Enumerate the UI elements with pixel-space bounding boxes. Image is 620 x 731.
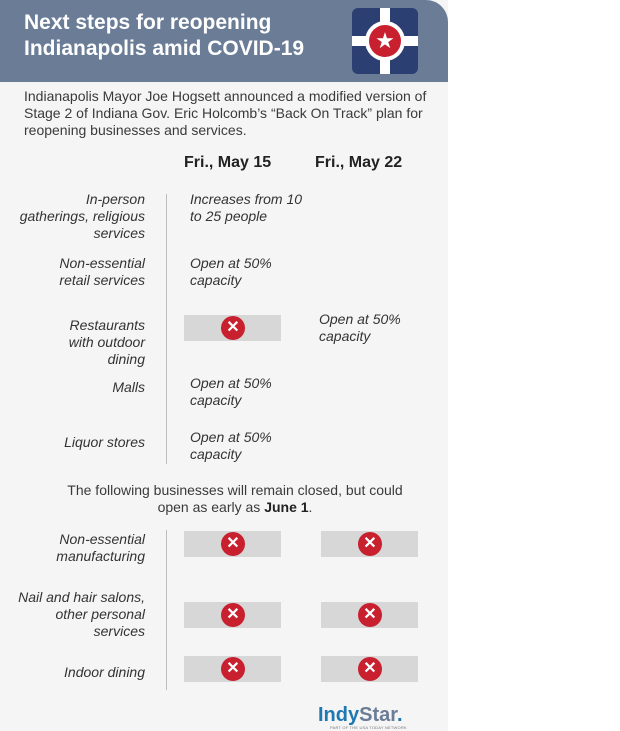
closure-note-end: . — [308, 499, 313, 515]
closed-x-icon: ✕ — [221, 532, 245, 556]
row-label-restaurants: Restaurants with outdoor dining — [68, 317, 145, 367]
row-label-liquor: Liquor stores — [64, 434, 145, 450]
closed-x-icon: ✕ — [358, 532, 382, 556]
closed-cell-manufacturing-may22 — [321, 531, 418, 557]
closed-x-icon: ✕ — [221, 657, 245, 681]
row-value-restaurants-may22: Open at 50% capacity — [319, 311, 401, 344]
row-label-manufacturing: Non-essential manufacturing — [56, 531, 145, 564]
divider — [166, 530, 167, 690]
header-bar — [0, 0, 448, 82]
row-label-indoor-dining: Indoor dining — [64, 664, 145, 680]
page-title: Next steps for reopening Indianapolis amid COVID-19 — [24, 11, 305, 60]
row-value-liquor-may15: Open at 50% capacity — [190, 429, 272, 462]
closed-cell-indoor-dining-may15 — [184, 656, 281, 682]
column-header-may-15: Fri., May 15 — [184, 154, 272, 171]
closed-cell-restaurants-may15 — [184, 315, 281, 341]
closed-cell-manufacturing-may15 — [184, 531, 281, 557]
closure-note-text: The following businesses will remain closed, but could open as early as — [67, 482, 403, 515]
closed-cell-salons-may15 — [184, 602, 281, 628]
row-value-gatherings-may15: Increases from 10 to 25 people — [190, 191, 303, 224]
logo-tagline: PART OF THE USA TODAY NETWORK — [330, 725, 407, 730]
indianapolis-flag-icon: ★ — [352, 8, 418, 74]
row-label-malls: Malls — [112, 379, 145, 395]
closed-x-icon: ✕ — [221, 316, 245, 340]
divider — [166, 194, 167, 464]
closed-x-icon: ✕ — [358, 657, 382, 681]
closed-cell-indoor-dining-may22 — [321, 656, 418, 682]
indystar-logo: IndyStar. — [318, 704, 403, 726]
row-label-salons: Nail and hair salons, other personal services — [18, 589, 145, 639]
closure-note-date: June 1 — [264, 499, 309, 515]
row-value-malls-may15: Open at 50% capacity — [190, 375, 272, 408]
closed-x-icon: ✕ — [358, 603, 382, 627]
intro-text: Indianapolis Mayor Joe Hogsett announced a modified version of Stage 2 of Indiana Gov. Eric Holcomb’s “Back On Track” plan for reopening businesses and services. — [24, 88, 427, 138]
row-label-retail: Non-essential retail services — [59, 255, 145, 288]
row-label-gatherings: In-person gatherings, religious services — [19, 191, 145, 241]
row-value-retail-may15: Open at 50% capacity — [190, 255, 272, 288]
closed-x-icon: ✕ — [221, 603, 245, 627]
column-header-may-22: Fri., May 22 — [315, 154, 403, 171]
closed-cell-salons-may22 — [321, 602, 418, 628]
closure-note — [60, 482, 410, 516]
